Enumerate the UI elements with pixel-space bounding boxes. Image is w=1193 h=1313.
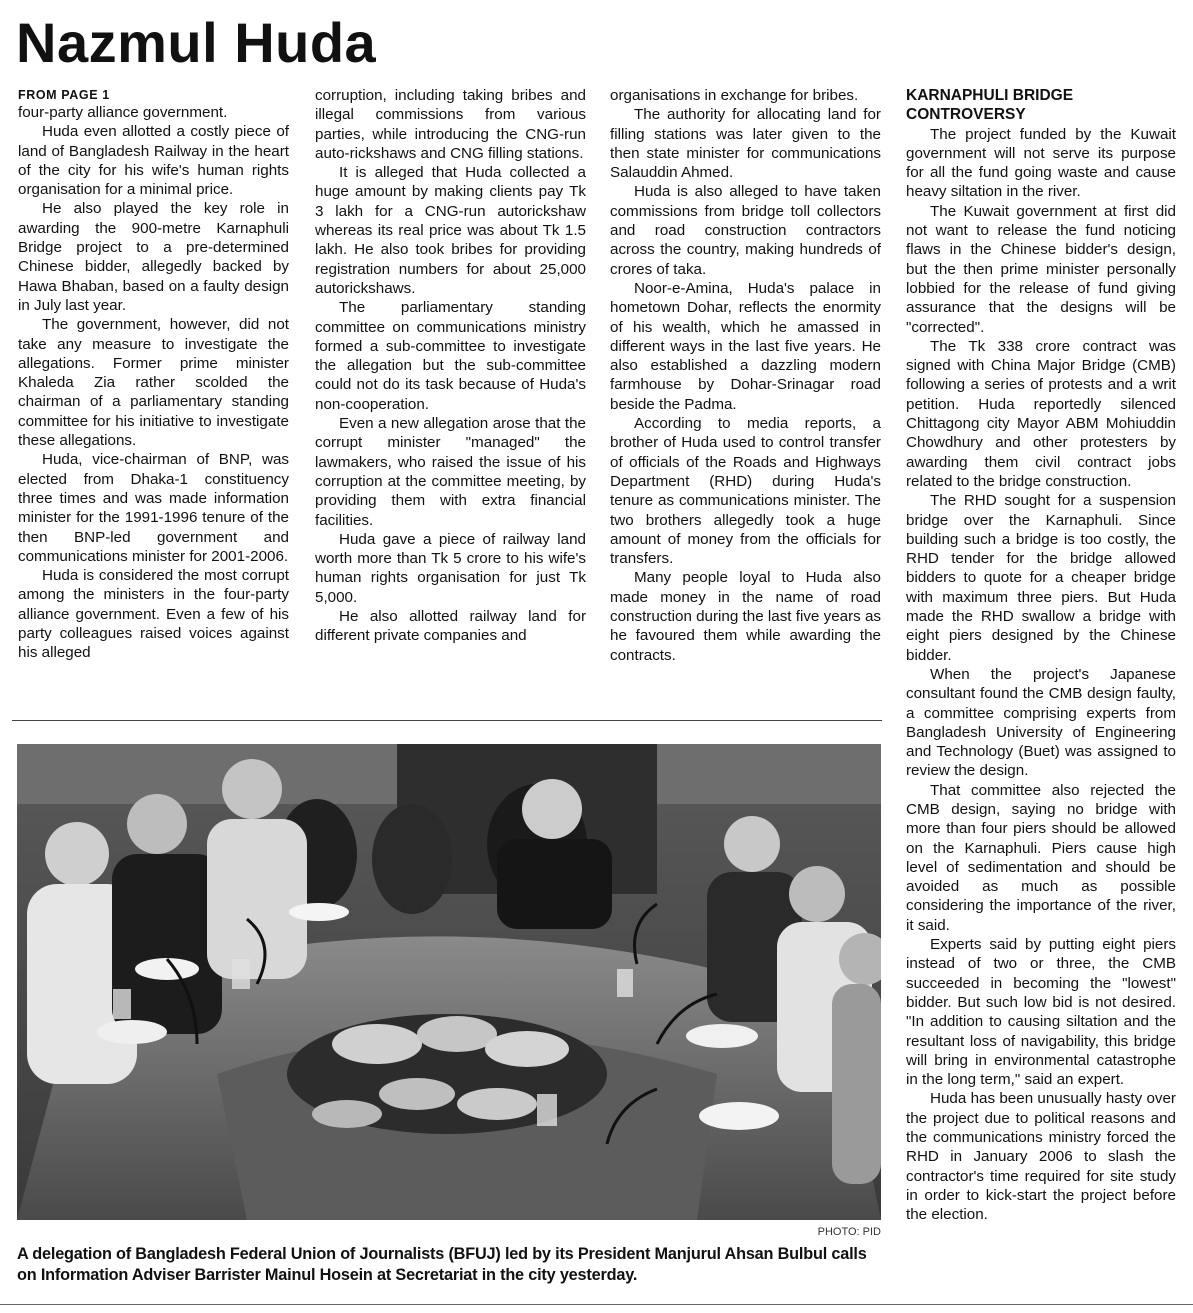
section-subhead: KARNAPHULI BRIDGE CONTROVERSY — [906, 87, 1074, 124]
article-column-4 — [906, 86, 1176, 1225]
photo-flower-arrangement — [287, 1014, 607, 1134]
paragraph: The project funded by the Kuwait government will not serve its purpose for all the fund going waste and cause heavy siltation in the river. — [906, 125, 1176, 201]
paragraph: When the project's Japanese consultant found the CMB design faulty, a committee comprising experts from Bangladesh University of Engineering and Technology (Buet) was assigned to review the design. — [906, 665, 1176, 780]
paragraph: Noor-e-Amina, Huda's palace in hometown Dohar, reflects the enormity of his wealth, which he amassed in different ways in the last five years. He also established a dazzling modern farmhouse by Dohar-Srinagar road beside the Padma. — [610, 279, 881, 413]
paragraph: He also allotted railway land for different private companies and — [315, 608, 586, 645]
paragraph: corruption, including taking bribes and illegal commissions from various parties, while introducing the CNG-run auto-rickshaws and CNG filling stations. — [315, 87, 586, 162]
article-headline: Nazmul Huda — [16, 11, 377, 74]
paragraph: He also played the key role in awarding the 900-metre Karnaphuli Bridge project to a pre-determined Chinese bidder, allegedly backed by Hawa Bhaban, based on a faulty design in July last year. — [18, 200, 289, 314]
paragraph: Huda gave a piece of railway land worth more than Tk 5 crore to his wife's human rights organisation for just Tk 5,000. — [315, 530, 586, 606]
photo-glass — [537, 1094, 557, 1126]
paragraph: Huda even allotted a costly piece of land of Bangladesh Railway in the heart of the city for his wife's human rights organisation for a minimal price. — [18, 123, 289, 199]
paragraph: Huda, vice-chairman of BNP, was elected from Dhaka-1 constituency three times and was made information minister for the 1991-1996 tenure of the then BNP-led government and communications minister for 2001-2006. — [18, 451, 289, 565]
paragraph: Experts said by putting eight piers instead of two or three, the CMB succeeded in becoming the "lowest" bidder. But such low bid is not desired. "In addition to causing siltation and the resultant loss of navigability, this bridge will bring in environmental catastrophe in the long term," said an expert. — [906, 936, 1176, 1089]
paragraph: According to media reports, a brother of Huda used to control transfer of officials of the Roads and Highways Department (RHD) during Huda's tenure as communications minister. The two brothers allegedly took a huge amount of money from the officials for transfers. — [610, 415, 881, 568]
paragraph: Even a new allegation arose that the corrupt minister "managed" the lawmakers, who raised the issue of his corruption at the committee meeting, by providing them with extra financial facilities. — [315, 415, 586, 529]
paragraph: Huda is considered the most corrupt among the ministers in the four-party alliance government. Even a few of his party colleagues raised voices against his alleged — [18, 567, 289, 662]
photo-person-head — [789, 866, 845, 922]
paragraph: Many people loyal to Huda also made money in the name of road construction during the last five years as he favoured them while awarding the contracts. — [610, 569, 881, 664]
paragraph: The parliamentary standing committee on communications ministry formed a sub-committee to investigate the allegation but the sub-committee could not do its task because of Huda's non-cooperation. — [315, 299, 586, 413]
photo-person-head — [45, 822, 109, 886]
photo-glass — [232, 959, 250, 989]
photo-plate — [97, 1020, 167, 1044]
photo-person-head — [522, 779, 582, 839]
paragraph: The government, however, did not take any measure to investigate the allegations. Former prime minister Khaleda Zia rather scolded the chairman of a parliamentary standing committee for his initiative to investigate these allegations. — [18, 316, 289, 450]
paragraph: That committee also rejected the CMB design, saying no bridge with more than four piers should be allowed on the Karnaphuli. Piers cause high level of sedimentation and should be avoided as much as possible considering the importance of the river, it said. — [906, 781, 1176, 934]
continuation-kicker: FROM PAGE 1 — [18, 88, 110, 102]
photo-person-body — [497, 839, 612, 929]
photo-person-head — [222, 759, 282, 819]
meeting-photo — [17, 744, 881, 1220]
article-column-2 — [315, 86, 586, 646]
paragraph: The Kuwait government at first did not want to release the fund noticing flaws in the Chinese bidder's design, but the then prime minister personally lobbied for the release of fund giving assurance that the designs will be "corrected". — [906, 202, 1176, 336]
photo-person-head — [127, 794, 187, 854]
photo-credit: PHOTO: PID — [817, 1226, 881, 1238]
photo-person-body — [207, 819, 307, 979]
paragraph: It is alleged that Huda collected a huge amount by making clients pay Tk 3 lakh for a CNG-run autorickshaw whereas its real price was about Tk 1.5 lakh. He also took bribes for providing registration numbers for about 25,000 autorickshaws. — [315, 164, 586, 297]
paragraph: organisations in exchange for bribes. — [610, 87, 859, 104]
photo-plate — [686, 1024, 758, 1048]
photo-plate — [289, 903, 349, 921]
paragraph: Huda has been unusually hasty over the project due to political reasons and the communications ministry forced the RHD in January 2006 to slash the contractor's time required for site study in order to kick-start the project before the election. — [906, 1090, 1176, 1224]
column-divider-rule — [12, 720, 882, 721]
paragraph: Huda is also alleged to have taken commissions from bridge toll collectors and road construction contractors across the country, making hundreds of crores of taka. — [610, 183, 881, 278]
bottom-rule — [0, 1304, 1193, 1305]
article-column-3 — [610, 86, 881, 665]
photo-caption: A delegation of Bangladesh Federal Union of Journalists (BFUJ) led by its President Manjurul Ahsan Bulbul calls on Information Adviser Barrister Mainul Hosein at Secretariat in the city yesterday. — [17, 1245, 867, 1284]
paragraph: The Tk 338 crore contract was signed with China Major Bridge (CMB) following a series of protests and a writ petition. Huda reportedly silenced Chittagong city Mayor ABM Mohiuddin Chowdhury and other protesters by awarding them civil contract jobs related to the bridge construction. — [906, 337, 1176, 490]
paragraph: four-party alliance government. — [18, 104, 228, 121]
photo-chair — [372, 804, 452, 914]
photo-plate — [699, 1102, 779, 1130]
photo-person-body — [832, 984, 881, 1184]
photo-person-head — [724, 816, 780, 872]
photo-glass — [113, 989, 131, 1019]
photo-glass — [617, 969, 633, 997]
paragraph: The authority for allocating land for filling stations was later given to the then state minister for communications Salauddin Ahmed. — [610, 106, 881, 182]
paragraph: The RHD sought for a suspension bridge over the Karnaphuli. Since building such a bridge is too costly, the RHD tender for the bridge allowed bidders to quote for a cheaper bridge with maximum three piers. But Huda made the RHD swallow a bridge with eight piers designed by the Chinese bidder. — [906, 492, 1176, 664]
article-column-1 — [18, 88, 289, 663]
